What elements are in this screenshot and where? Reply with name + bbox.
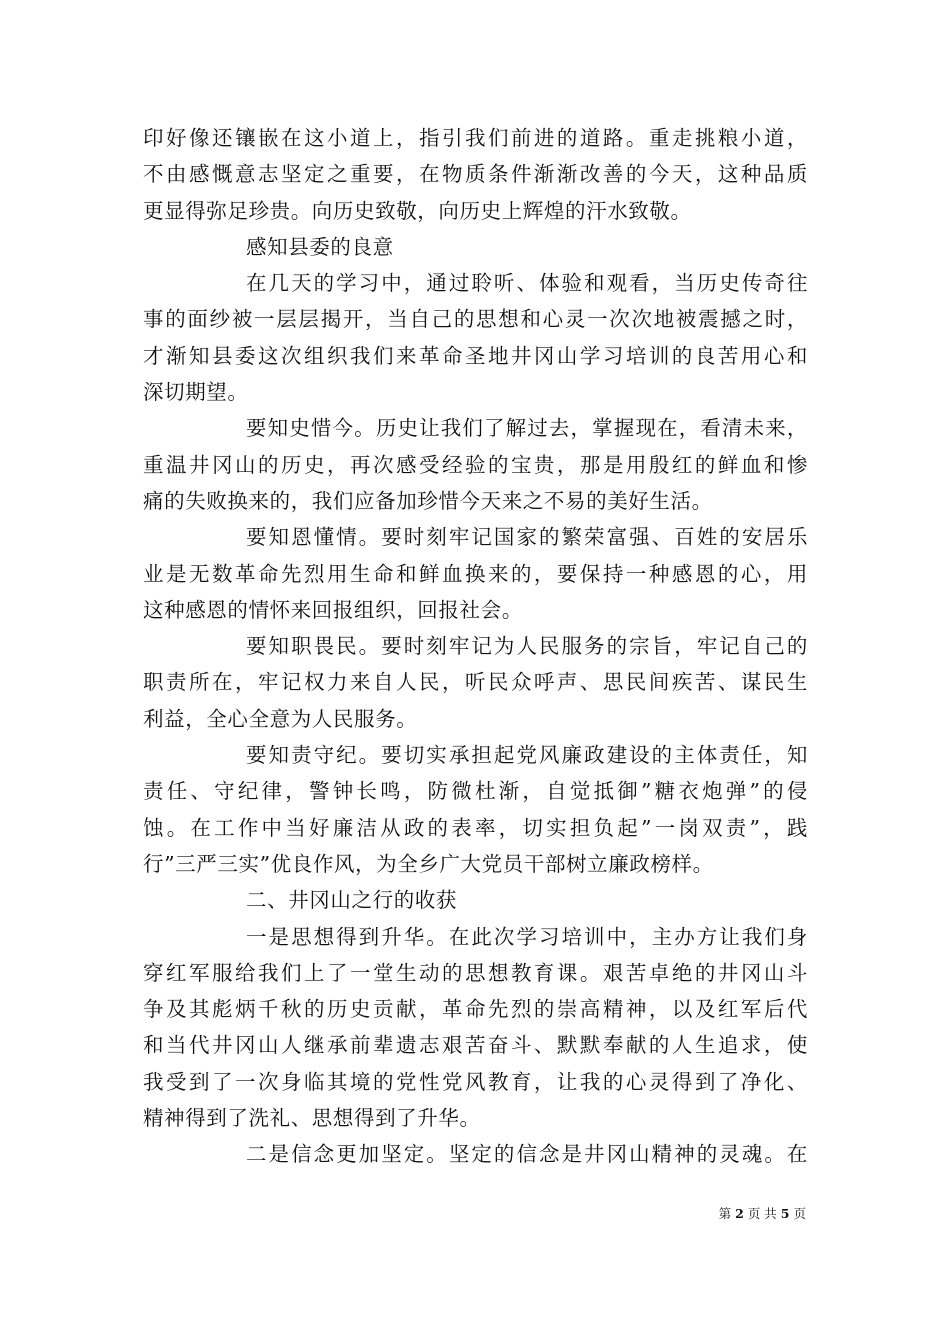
total-pages-number: 5 [780, 1206, 790, 1221]
text-line: 蚀。在工作中当好廉洁从政的表率，切实担负起”一岗双责”，践 [143, 815, 808, 840]
text-line: 利益，全心全意为人民服务。 [143, 706, 418, 731]
text-line: 和当代井冈山人继承前辈遗志艰苦奋斗、默默奉献的人生追求，使 [143, 1033, 808, 1058]
text-line: 感知县委的良意 [246, 234, 394, 259]
text-line: 一是思想得到升华。在此次学习培训中，主办方让我们身 [246, 924, 808, 949]
text-line: 在几天的学习中，通过聆听、体验和观看，当历史传奇往 [246, 271, 808, 296]
footer-middle: 页 共 [747, 1206, 777, 1221]
current-page-number: 2 [735, 1206, 744, 1221]
text-line: 更显得弥足珍贵。向历史致敬，向历史上辉煌的汗水致敬。 [143, 198, 692, 223]
text-line: 不由感慨意志坚定之重要，在物质条件渐渐改善的今天，这种品质 [143, 162, 808, 187]
footer-prefix: 第 [718, 1206, 732, 1221]
text-line: 要知责守纪。要切实承担起党风廉政建设的主体责任，知 [246, 743, 808, 768]
text-line: 事的面纱被一层层揭开，当自己的思想和心灵一次次地被震撼之时， [143, 307, 808, 332]
text-line: 职责所在，牢记权力来自人民，听民众呼声、思民间疾苦、谋民生 [143, 670, 808, 695]
document-body [143, 120, 808, 1173]
text-line: 要知职畏民。要时刻牢记为人民服务的宗旨，牢记自己的 [246, 634, 808, 659]
text-line: 业是无数革命先烈用生命和鲜血换来的，要保持一种感恩的心，用 [143, 561, 808, 586]
text-line: 穿红军服给我们上了一堂生动的思想教育课。艰苦卓绝的井冈山斗 [143, 960, 808, 985]
text-line: 精神得到了洗礼、思想得到了升华。 [143, 1106, 481, 1131]
text-line: 我受到了一次身临其境的党性党风教育，让我的心灵得到了净化、 [143, 1069, 808, 1094]
footer-suffix: 页 [793, 1206, 806, 1221]
text-line: 深切期望。 [143, 380, 249, 405]
text-line: 责任、守纪律，警钟长鸣，防微杜渐，自觉抵御”糖衣炮弹”的侵 [143, 779, 808, 804]
text-line: 争及其彪炳千秋的历史贡献，革命先烈的崇高精神，以及红军后代 [143, 997, 808, 1022]
text-line: 才渐知县委这次组织我们来革命圣地井冈山学习培训的良苦用心和 [143, 343, 808, 368]
text-line: 二、井冈山之行的收获 [246, 888, 457, 913]
text-line: 行”三严三实”优良作风，为全乡广大党员干部树立廉政榜样。 [143, 851, 714, 876]
text-line: 要知恩懂情。要时刻牢记国家的繁荣富强、百姓的安居乐 [246, 525, 808, 550]
text-line: 印好像还镶嵌在这小道上，指引我们前进的道路。重走挑粮小道， [143, 126, 808, 150]
text-line: 这种感恩的情怀来回报组织，回报社会。 [143, 597, 523, 622]
text-line: 痛的失败换来的，我们应备加珍惜今天来之不易的美好生活。 [143, 488, 713, 513]
text-line: 重温井冈山的历史，再次感受经验的宝贵，那是用殷红的鲜血和惨 [143, 452, 808, 477]
text-line: 要知史惜今。历史让我们了解过去，掌握现在，看清未来， [246, 416, 808, 441]
text-line: 二是信念更加坚定。坚定的信念是井冈山精神的灵魂。在 [246, 1142, 808, 1167]
page-footer [719, 1206, 806, 1222]
